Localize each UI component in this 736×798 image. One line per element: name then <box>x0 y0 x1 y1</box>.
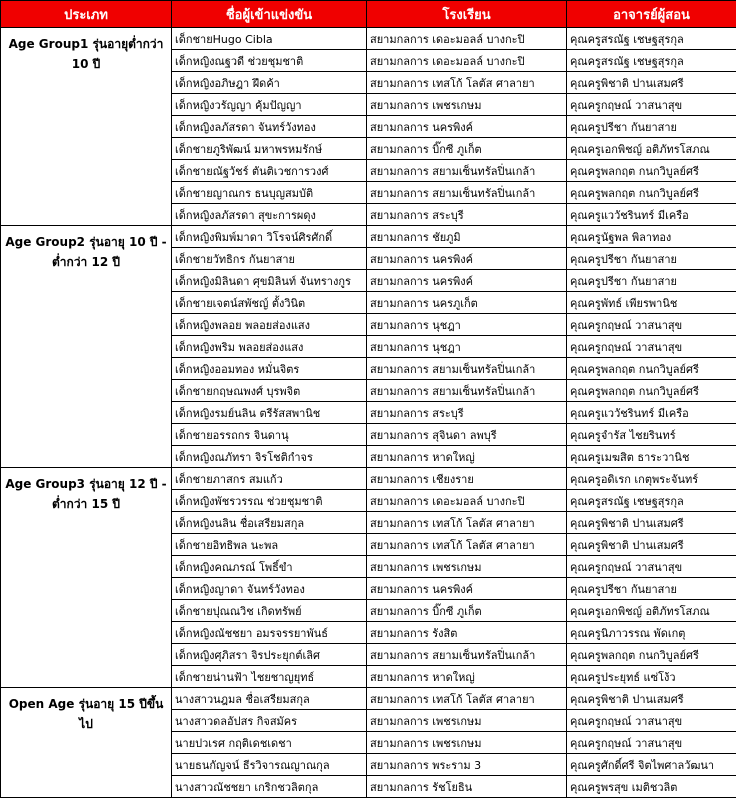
school-cell: สยามกลการ นครพิงค์ <box>367 270 567 292</box>
category-cell: Age Group3 รุ่นอายุ 12 ปี - ต่ำกว่า 15 ปี <box>1 468 172 688</box>
teacher-cell: คุณครูพรสุข เมติชวลิต <box>567 776 736 798</box>
teacher-cell: คุณครูพิชาติ ปานเสมศรี <box>567 534 736 556</box>
teacher-cell: คุณครูพัทธ์ เพียรพานิช <box>567 292 736 314</box>
teacher-cell: คุณครูเอกพิชญ์ อติภัทรโสภณ <box>567 600 736 622</box>
school-cell: สยามกลการ เพชรเกษม <box>367 94 567 116</box>
school-cell: สยามกลการ รังสิต <box>367 622 567 644</box>
teacher-cell: คุณครูกฤษณ์ วาสนาสุข <box>567 556 736 578</box>
school-cell: สยามกลการ บิ๊กซี ภูเก็ต <box>367 600 567 622</box>
school-cell: สยามกลการ พระราม 3 <box>367 754 567 776</box>
school-cell: สยามกลการ สยามเซ็นทรัลปิ่นเกล้า <box>367 358 567 380</box>
competitor-name-cell: นางสาวนฎมล ชื่อเสรียมสกุล <box>172 688 367 710</box>
teacher-cell: คุณครูจำรัส ไชยรินทร์ <box>567 424 736 446</box>
school-cell: สยามกลการ นครภูเก็ต <box>367 292 567 314</box>
teacher-cell: คุณครูแววัชรินทร์ มีเครือ <box>567 204 736 226</box>
competitor-name-cell: เด็กหญิงณัชชยา อมรจรรยาพันธ์ <box>172 622 367 644</box>
school-cell: สยามกลการ เทสโก้ โลตัส ศาลายา <box>367 688 567 710</box>
competitor-name-cell: เด็กชายอรรถกร จินดานุ <box>172 424 367 446</box>
school-cell: สยามกลการ สยามเซ็นทรัลปิ่นเกล้า <box>367 644 567 666</box>
header-row <box>1 1 736 28</box>
teacher-cell: คุณครูปรีชา กันยาสาย <box>567 270 736 292</box>
teacher-cell: คุณครูปรีชา กันยาสาย <box>567 116 736 138</box>
teacher-cell: คุณครูเอกพิชญ์ อติภัทรโสภณ <box>567 138 736 160</box>
competitor-name-cell: เด็กหญิงพริม พลอยส่องแสง <box>172 336 367 358</box>
competitor-name-cell: นายธนกัญจน์ ธีรวิจารณญาณกุล <box>172 754 367 776</box>
teacher-cell: คุณครูสรณัฐ เชษฐสุรกุล <box>567 28 736 50</box>
competitor-name-cell: เด็กหญิงพัชรวรรณ ช่วยชุมชาติ <box>172 490 367 512</box>
header-school: โรงเรียน <box>367 1 567 28</box>
category-cell: Age Group2 รุ่นอายุ 10 ปี - ต่ำกว่า 12 ปี <box>1 226 172 468</box>
school-cell: สยามกลการ เดอะมอลล์ บางกะปิ <box>367 490 567 512</box>
teacher-cell: คุณครูอดิเรก เกตุพระจันทร์ <box>567 468 736 490</box>
school-cell: สยามกลการ นุชฎา <box>367 314 567 336</box>
teacher-cell: คุณครูกฤษณ์ วาสนาสุข <box>567 732 736 754</box>
competitor-name-cell: เด็กหญิงณภัทรา จิรโชติกำจร <box>172 446 367 468</box>
competitor-name-cell: เด็กหญิงอภิษฎา ฝึดค้า <box>172 72 367 94</box>
teacher-cell: คุณครูนัฐพล พิลาทอง <box>567 226 736 248</box>
competitor-name-cell: เด็กชายกฤษณพงศ์ บุรพจิต <box>172 380 367 402</box>
school-cell: สยามกลการ บิ๊กซี ภูเก็ต <box>367 138 567 160</box>
school-cell: สยามกลการ หาดใหญ่ <box>367 446 567 468</box>
school-cell: สยามกลการ เทสโก้ โลตัส ศาลายา <box>367 512 567 534</box>
competitor-name-cell: เด็กหญิงมิลินดา ศุขมิลินท์ จันทรางกูร <box>172 270 367 292</box>
school-cell: สยามกลการ นุชฎา <box>367 336 567 358</box>
school-cell: สยามกลการ เพชรเกษม <box>367 710 567 732</box>
teacher-cell: คุณครูพลกฤต กนกวิบูลย์ศรี <box>567 160 736 182</box>
competitor-name-cell: เด็กหญิงพิมพ์มาดา วิโรจน์ศิรศักดิ์ <box>172 226 367 248</box>
competitor-name-cell: เด็กชายเจตน์สพัชญ์ ตั้งวินิต <box>172 292 367 314</box>
school-cell: สยามกลการ สุจินดา ลพบุรี <box>367 424 567 446</box>
competitor-name-cell: นางสาวดลอัปสร กิจสมัคร <box>172 710 367 732</box>
competitor-name-cell: เด็กหญิงวรัญญา คุ้มปัญญา <box>172 94 367 116</box>
table-row <box>1 28 736 50</box>
school-cell: สยามกลการ เดอะมอลล์ บางกะปิ <box>367 28 567 50</box>
school-cell: สยามกลการ สยามเซ็นทรัลปิ่นเกล้า <box>367 160 567 182</box>
competitor-name-cell: เด็กชายอิทธิพล นะพล <box>172 534 367 556</box>
school-cell: สยามกลการ เทสโก้ โลตัส ศาลายา <box>367 534 567 556</box>
category-cell: Open Age รุ่นอายุ 15 ปีขึ้นไป <box>1 688 172 798</box>
school-cell: สยามกลการ ชัยภูมิ <box>367 226 567 248</box>
teacher-cell: คุณครูประยุทธ์ แซ่โง้ว <box>567 666 736 688</box>
teacher-cell: คุณครูพลกฤต กนกวิบูลย์ศรี <box>567 380 736 402</box>
school-cell: สยามกลการ สยามเซ็นทรัลปิ่นเกล้า <box>367 380 567 402</box>
teacher-cell: คุณครูพลกฤต กนกวิบูลย์ศรี <box>567 182 736 204</box>
teacher-cell: คุณครูสรณัฐ เชษฐสุรกุล <box>567 50 736 72</box>
competitor-name-cell: เด็กชายภาสกร สมแก้ว <box>172 468 367 490</box>
school-cell: สยามกลการ เพชรเกษม <box>367 556 567 578</box>
teacher-cell: คุณครูพิชาติ ปานเสมศรี <box>567 688 736 710</box>
table-row <box>1 468 736 490</box>
teacher-cell: คุณครูแววัชรินทร์ มีเครือ <box>567 402 736 424</box>
teacher-cell: คุณครูปรีชา กันยาสาย <box>567 578 736 600</box>
school-cell: สยามกลการ เดอะมอลล์ บางกะปิ <box>367 50 567 72</box>
competitor-name-cell: เด็กชายภูริพัฒน์ มหาพรหมรักษ์ <box>172 138 367 160</box>
competitor-name-cell: เด็กชายน่านฟ้า ไชยชาญยุทธ์ <box>172 666 367 688</box>
school-cell: สยามกลการ นครพิงค์ <box>367 248 567 270</box>
teacher-cell: คุณครูสรณัฐ เชษฐสุรกุล <box>567 490 736 512</box>
competitor-name-cell: เด็กชายวัทธิกร กันยาสาย <box>172 248 367 270</box>
table-row <box>1 226 736 248</box>
competitor-name-cell: นางสาวณัชชยา เกริกชวลิตกุล <box>172 776 367 798</box>
competitor-name-cell: เด็กหญิงคณภรณ์ โพธิ์ขำ <box>172 556 367 578</box>
teacher-cell: คุณครูพลกฤต กนกวิบูลย์ศรี <box>567 358 736 380</box>
school-cell: สยามกลการ เพชรเกษม <box>367 732 567 754</box>
school-cell: สยามกลการ หาดใหญ่ <box>367 666 567 688</box>
school-cell: สยามกลการ สยามเซ็นทรัลปิ่นเกล้า <box>367 182 567 204</box>
teacher-cell: คุณครูพิชาติ ปานเสมศรี <box>567 72 736 94</box>
competitor-name-cell: เด็กหญิงลภัสรดา จันทร์วังทอง <box>172 116 367 138</box>
competitor-name-cell: เด็กชายHugo Cibla <box>172 28 367 50</box>
competitor-name-cell: เด็กหญิงนลิน ชื่อเสรียมสกุล <box>172 512 367 534</box>
teacher-cell: คุณครูปรีชา กันยาสาย <box>567 248 736 270</box>
competitor-name-cell: เด็กหญิงรมย์นลิน ตรีรัสสพานิช <box>172 402 367 424</box>
header-name: ชื่อผู้เข้าแข่งขัน <box>172 1 367 28</box>
category-cell: Age Group1 รุ่นอายุต่ำกว่า 10 ปี <box>1 28 172 226</box>
teacher-cell: คุณครูนิภาวรรณ พัดเกตุ <box>567 622 736 644</box>
school-cell: สยามกลการ นครพิงค์ <box>367 116 567 138</box>
school-cell: สยามกลการ รัชโยธิน <box>367 776 567 798</box>
school-cell: สยามกลการ สระบุรี <box>367 204 567 226</box>
competitor-name-cell: เด็กหญิงณฐวดี ช่วยชุมชาติ <box>172 50 367 72</box>
teacher-cell: คุณครูกฤษณ์ วาสนาสุข <box>567 94 736 116</box>
competitor-name-cell: เด็กชายปุณณวิช เกิดทรัพย์ <box>172 600 367 622</box>
teacher-cell: คุณครูศักดิ์ศรี จิตไพศาลวัฒนา <box>567 754 736 776</box>
school-cell: สยามกลการ สระบุรี <box>367 402 567 424</box>
header-teacher: อาจารย์ผู้สอน <box>567 1 736 28</box>
table-row <box>1 688 736 710</box>
teacher-cell: คุณครูพลกฤต กนกวิบูลย์ศรี <box>567 644 736 666</box>
competitor-name-cell: เด็กหญิงญาดา จันทร์วังทอง <box>172 578 367 600</box>
competitor-name-cell: เด็กหญิงออมทอง หมั่นจิตร <box>172 358 367 380</box>
school-cell: สยามกลการ นครพิงค์ <box>367 578 567 600</box>
competitor-name-cell: เด็กหญิงลภัสรดา สุขะการผดุง <box>172 204 367 226</box>
teacher-cell: คุณครูเมฆสิต ธาระวานิช <box>567 446 736 468</box>
competitor-name-cell: เด็กหญิงพลอย พลอยส่องแสง <box>172 314 367 336</box>
competitor-name-cell: เด็กหญิงศุภิสรา จิรประยุกต์เลิศ <box>172 644 367 666</box>
teacher-cell: คุณครูกฤษณ์ วาสนาสุข <box>567 314 736 336</box>
school-cell: สยามกลการ เทสโก้ โลตัส ศาลายา <box>367 72 567 94</box>
teacher-cell: คุณครูกฤษณ์ วาสนาสุข <box>567 710 736 732</box>
competitor-name-cell: นายปวเรศ กฤติเดชเดชา <box>172 732 367 754</box>
teacher-cell: คุณครูพิชาติ ปานเสมศรี <box>567 512 736 534</box>
competitor-name-cell: เด็กชายญาณกร ธนบุญสมบัติ <box>172 182 367 204</box>
school-cell: สยามกลการ เชียงราย <box>367 468 567 490</box>
competitor-name-cell: เด็กชายณัฐวัชร์ ตันติเวชการวงศ์ <box>172 160 367 182</box>
header-category: ประเภท <box>1 1 172 28</box>
teacher-cell: คุณครูกฤษณ์ วาสนาสุข <box>567 336 736 358</box>
